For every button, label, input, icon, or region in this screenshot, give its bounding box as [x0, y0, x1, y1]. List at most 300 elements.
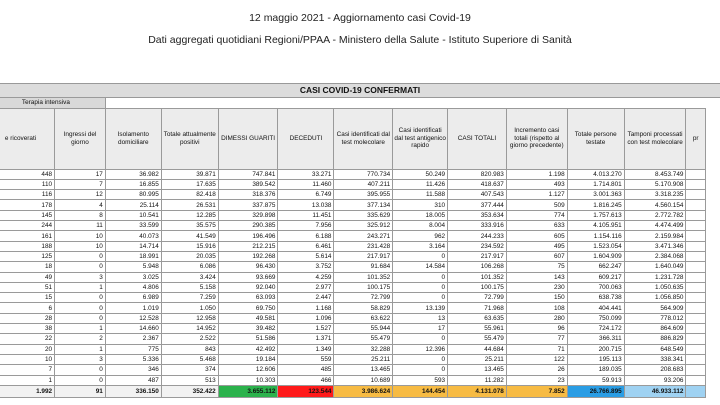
cell-casi-totali: 72.799 [448, 293, 507, 303]
cell-casi-totali: 234.592 [448, 241, 507, 251]
table-row [0, 200, 706, 210]
cell-casi-molecolare: 231.428 [334, 241, 393, 251]
cell-dimessi-guariti: 337.875 [218, 200, 278, 210]
cell-tamponi-molecolare: 864.609 [624, 324, 686, 334]
cell-casi-molecolare: 377.134 [334, 200, 393, 210]
cell-attualmente-positivi: 15.916 [161, 241, 218, 251]
cell-incremento: 1.127 [506, 190, 567, 200]
cell-tamponi-molecolare: 338.341 [624, 354, 686, 364]
cell-truncated [686, 251, 706, 261]
cell-ingressi: 0 [55, 375, 106, 385]
cell-casi-molecolare: 91.684 [334, 262, 393, 272]
cell-persone-testate: 59.913 [567, 375, 624, 385]
cell-tamponi-molecolare: 8.453.749 [624, 169, 686, 179]
cell-ricoverati: 145 [0, 210, 55, 220]
cell-truncated [686, 354, 706, 364]
cell-isolamento: 18.991 [105, 251, 161, 261]
cell-persone-testate: 4.105.951 [567, 221, 624, 231]
cell-truncated [686, 365, 706, 375]
cell-incremento: 26 [506, 365, 567, 375]
cell-persone-testate: 609.217 [567, 272, 624, 282]
cell-deceduti: 5.614 [278, 251, 334, 261]
cell-isolamento: 1.019 [105, 303, 161, 313]
cell-casi-totali: 377.444 [448, 200, 507, 210]
col-header-truncated: pr [686, 108, 706, 169]
cell-deceduti: 123.544 [278, 385, 334, 397]
cell-dimessi-guariti: 196.496 [218, 231, 278, 241]
cell-ricoverati: 18 [0, 262, 55, 272]
cell-casi-antigenico: 12.396 [393, 344, 448, 354]
cell-attualmente-positivi: 26.531 [161, 200, 218, 210]
col-header-tamponi-molecolare: Tamponi processati con test molecolare [624, 108, 686, 169]
cell-isolamento: 3.025 [105, 272, 161, 282]
cell-attualmente-positivi: 5.158 [161, 282, 218, 292]
confirmed-cases-banner [0, 83, 720, 98]
cell-isolamento: 25.114 [105, 200, 161, 210]
cell-deceduti: 11.460 [278, 179, 334, 189]
cell-tamponi-molecolare: 93.206 [624, 375, 686, 385]
cell-tamponi-molecolare: 1.050.635 [624, 282, 686, 292]
table-row [0, 169, 706, 179]
cell-dimessi-guariti: 49.581 [218, 313, 278, 323]
cell-ricoverati: 1 [0, 375, 55, 385]
cell-persone-testate: 366.311 [567, 334, 624, 344]
cell-deceduti: 11.451 [278, 210, 334, 220]
cell-ingressi: 0 [55, 262, 106, 272]
cell-deceduti: 466 [278, 375, 334, 385]
confirmed-cases-banner-label: CASI COVID-19 CONFERMATI [299, 85, 421, 95]
cell-persone-testate: 750.099 [567, 313, 624, 323]
cell-isolamento: 6.989 [105, 293, 161, 303]
cell-truncated [686, 324, 706, 334]
cell-truncated [686, 190, 706, 200]
cell-dimessi-guariti: 12.606 [218, 365, 278, 375]
cell-truncated [686, 313, 706, 323]
cell-ricoverati: 28 [0, 313, 55, 323]
cell-casi-totali: 820.983 [448, 169, 507, 179]
cell-ricoverati: 20 [0, 344, 55, 354]
cell-casi-antigenico: 11.426 [393, 179, 448, 189]
cell-ricoverati: 110 [0, 179, 55, 189]
cell-dimessi-guariti: 19.184 [218, 354, 278, 364]
cell-casi-antigenico: 8.004 [393, 221, 448, 231]
cell-persone-testate: 404.441 [567, 303, 624, 313]
cell-casi-antigenico: 144.454 [393, 385, 448, 397]
cell-truncated [686, 344, 706, 354]
cell-incremento: 7.852 [506, 385, 567, 397]
cell-isolamento: 4.806 [105, 282, 161, 292]
cell-ricoverati: 161 [0, 231, 55, 241]
cell-casi-totali: 55.479 [448, 334, 507, 344]
cell-ricoverati: 49 [0, 272, 55, 282]
cell-tamponi-molecolare: 2.772.782 [624, 210, 686, 220]
cell-deceduti: 4.259 [278, 272, 334, 282]
cell-incremento: 71 [506, 344, 567, 354]
cell-casi-antigenico: 50.249 [393, 169, 448, 179]
cell-dimessi-guariti: 318.376 [218, 190, 278, 200]
cell-attualmente-positivi: 513 [161, 375, 218, 385]
cell-casi-molecolare: 63.622 [334, 313, 393, 323]
cell-dimessi-guariti: 92.040 [218, 282, 278, 292]
cell-casi-totali: 418.637 [448, 179, 507, 189]
cell-casi-totali: 44.684 [448, 344, 507, 354]
cell-casi-antigenico: 0 [393, 334, 448, 344]
table-row [0, 344, 706, 354]
cell-tamponi-molecolare: 886.829 [624, 334, 686, 344]
cell-casi-molecolare: 10.689 [334, 375, 393, 385]
cell-ricoverati: 10 [0, 354, 55, 364]
table-row [0, 293, 706, 303]
cell-incremento: 143 [506, 272, 567, 282]
cell-casi-totali: 333.916 [448, 221, 507, 231]
cell-ingressi: 1 [55, 282, 106, 292]
cell-casi-molecolare: 32.288 [334, 344, 393, 354]
col-header-casi-totali: CASI TOTALI [448, 108, 507, 169]
cell-persone-testate: 3.001.363 [567, 190, 624, 200]
cell-persone-testate: 200.715 [567, 344, 624, 354]
cell-dimessi-guariti: 747.841 [218, 169, 278, 179]
cell-dimessi-guariti: 39.482 [218, 324, 278, 334]
cell-dimessi-guariti: 212.215 [218, 241, 278, 251]
col-header-isolamento: Isolamento domiciliare [105, 108, 161, 169]
cell-persone-testate: 189.035 [567, 365, 624, 375]
cell-ricoverati: 116 [0, 190, 55, 200]
table-row [0, 375, 706, 385]
table-row [0, 313, 706, 323]
table-row [0, 190, 706, 200]
cell-deceduti: 559 [278, 354, 334, 364]
cell-casi-antigenico: 0 [393, 251, 448, 261]
cell-ingressi: 0 [55, 293, 106, 303]
cell-casi-antigenico: 13.139 [393, 303, 448, 313]
cell-casi-antigenico: 962 [393, 231, 448, 241]
cell-tamponi-molecolare: 1.231.728 [624, 272, 686, 282]
cell-deceduti: 1.527 [278, 324, 334, 334]
report-source-subtitle: Dati aggregati quotidiani Regioni/PPAA - Ministero della Salute - Istituto Superiore di Sanità [148, 34, 572, 46]
col-header-incremento: Incremento casi totali (rispetto al giorno precedente) [506, 108, 567, 169]
cell-incremento: 774 [506, 210, 567, 220]
cell-truncated [686, 200, 706, 210]
cell-incremento: 150 [506, 293, 567, 303]
cell-truncated [686, 375, 706, 385]
cell-persone-testate: 724.172 [567, 324, 624, 334]
report-date-title: 12 maggio 2021 - Aggiornamento casi Covid-19 [249, 12, 471, 24]
cell-ricoverati: 22 [0, 334, 55, 344]
table-row [0, 251, 706, 261]
cell-dimessi-guariti: 290.385 [218, 221, 278, 231]
cell-persone-testate: 1.604.909 [567, 251, 624, 261]
cell-casi-antigenico: 13 [393, 313, 448, 323]
cell-dimessi-guariti: 10.303 [218, 375, 278, 385]
cell-truncated [686, 334, 706, 344]
cell-casi-molecolare: 217.917 [334, 251, 393, 261]
cell-ingressi: 2 [55, 334, 106, 344]
cell-incremento: 23 [506, 375, 567, 385]
cell-attualmente-positivi: 82.418 [161, 190, 218, 200]
cell-deceduti: 7.956 [278, 221, 334, 231]
cell-ricoverati: 38 [0, 324, 55, 334]
regional-covid-table [0, 97, 706, 398]
cell-ingressi: 3 [55, 354, 106, 364]
cell-casi-molecolare: 325.912 [334, 221, 393, 231]
cell-truncated [686, 272, 706, 282]
cell-ingressi: 0 [55, 365, 106, 375]
cell-casi-antigenico: 3.164 [393, 241, 448, 251]
cell-ingressi: 8 [55, 210, 106, 220]
cell-attualmente-positivi: 12.958 [161, 313, 218, 323]
cell-attualmente-positivi: 1.050 [161, 303, 218, 313]
cell-tamponi-molecolare: 2.159.984 [624, 231, 686, 241]
table-row [0, 324, 706, 334]
cell-persone-testate: 26.766.895 [567, 385, 624, 397]
cell-isolamento: 16.855 [105, 179, 161, 189]
cell-deceduti: 2.977 [278, 282, 334, 292]
cell-tamponi-molecolare: 3.318.235 [624, 190, 686, 200]
cell-persone-testate: 1.714.801 [567, 179, 624, 189]
cell-tamponi-molecolare: 208.683 [624, 365, 686, 375]
cell-tamponi-molecolare: 1.056.850 [624, 293, 686, 303]
cell-isolamento: 36.982 [105, 169, 161, 179]
cell-incremento: 108 [506, 303, 567, 313]
cell-truncated [686, 169, 706, 179]
cell-casi-totali: 100.175 [448, 282, 507, 292]
cell-incremento: 77 [506, 334, 567, 344]
cell-ingressi: 17 [55, 169, 106, 179]
cell-tamponi-molecolare: 778.012 [624, 313, 686, 323]
cell-incremento: 122 [506, 354, 567, 364]
cell-casi-molecolare: 58.829 [334, 303, 393, 313]
cell-truncated [686, 241, 706, 251]
cell-ricoverati: 7 [0, 365, 55, 375]
cell-isolamento: 10.541 [105, 210, 161, 220]
cell-isolamento: 40.073 [105, 231, 161, 241]
cell-isolamento: 487 [105, 375, 161, 385]
table-row [0, 262, 706, 272]
cell-isolamento: 775 [105, 344, 161, 354]
cell-dimessi-guariti: 329.898 [218, 210, 278, 220]
cell-incremento: 1.198 [506, 169, 567, 179]
cell-casi-molecolare: 243.271 [334, 231, 393, 241]
cell-deceduti: 1.371 [278, 334, 334, 344]
cell-casi-antigenico: 18.005 [393, 210, 448, 220]
cell-incremento: 493 [506, 179, 567, 189]
cell-isolamento: 33.599 [105, 221, 161, 231]
cell-dimessi-guariti: 389.542 [218, 179, 278, 189]
cell-ricoverati: 125 [0, 251, 55, 261]
cell-tamponi-molecolare: 4.474.499 [624, 221, 686, 231]
cell-incremento: 280 [506, 313, 567, 323]
cell-dimessi-guariti: 63.093 [218, 293, 278, 303]
cell-casi-antigenico: 0 [393, 293, 448, 303]
cell-ingressi: 12 [55, 190, 106, 200]
cell-attualmente-positivi: 843 [161, 344, 218, 354]
cell-ricoverati: 244 [0, 221, 55, 231]
cell-ricoverati: 1.992 [0, 385, 55, 397]
cell-truncated [686, 179, 706, 189]
cell-attualmente-positivi: 7.259 [161, 293, 218, 303]
cell-casi-antigenico: 0 [393, 282, 448, 292]
cell-attualmente-positivi: 374 [161, 365, 218, 375]
cell-ricoverati: 188 [0, 241, 55, 251]
cell-casi-antigenico: 17 [393, 324, 448, 334]
cell-isolamento: 2.367 [105, 334, 161, 344]
cell-attualmente-positivi: 2.522 [161, 334, 218, 344]
cell-persone-testate: 700.063 [567, 282, 624, 292]
cell-ingressi: 91 [55, 385, 106, 397]
table-row [0, 303, 706, 313]
cell-deceduti: 1.096 [278, 313, 334, 323]
totals-row [0, 385, 706, 397]
cell-casi-molecolare: 25.211 [334, 354, 393, 364]
cell-ricoverati: 51 [0, 282, 55, 292]
cell-ingressi: 10 [55, 241, 106, 251]
cell-incremento: 96 [506, 324, 567, 334]
cell-dimessi-guariti: 96.430 [218, 262, 278, 272]
cell-ingressi: 0 [55, 251, 106, 261]
table-row [0, 365, 706, 375]
cell-casi-totali: 25.211 [448, 354, 507, 364]
cell-tamponi-molecolare: 46.933.112 [624, 385, 686, 397]
cell-attualmente-positivi: 39.871 [161, 169, 218, 179]
col-header-ingressi: Ingressi del giorno [55, 108, 106, 169]
cell-attualmente-positivi: 352.422 [161, 385, 218, 397]
cell-persone-testate: 1.757.613 [567, 210, 624, 220]
cell-tamponi-molecolare: 5.170.908 [624, 179, 686, 189]
cell-casi-molecolare: 335.629 [334, 210, 393, 220]
cell-deceduti: 6.188 [278, 231, 334, 241]
cell-dimessi-guariti: 93.669 [218, 272, 278, 282]
table-row [0, 354, 706, 364]
cell-casi-molecolare: 770.734 [334, 169, 393, 179]
cell-tamponi-molecolare: 2.384.068 [624, 251, 686, 261]
cell-ingressi: 1 [55, 324, 106, 334]
cell-isolamento: 346 [105, 365, 161, 375]
cell-persone-testate: 195.113 [567, 354, 624, 364]
cell-casi-totali: 101.352 [448, 272, 507, 282]
cell-ingressi: 0 [55, 303, 106, 313]
cell-persone-testate: 1.816.245 [567, 200, 624, 210]
cell-deceduti: 485 [278, 365, 334, 375]
cell-casi-molecolare: 395.955 [334, 190, 393, 200]
cell-deceduti: 1.168 [278, 303, 334, 313]
cell-ingressi: 1 [55, 344, 106, 354]
cell-isolamento: 5.948 [105, 262, 161, 272]
cell-attualmente-positivi: 5.468 [161, 354, 218, 364]
table-body [0, 169, 706, 397]
cell-dimessi-guariti: 192.268 [218, 251, 278, 261]
cell-casi-molecolare: 407.211 [334, 179, 393, 189]
cell-tamponi-molecolare: 648.549 [624, 344, 686, 354]
cell-attualmente-positivi: 14.952 [161, 324, 218, 334]
cell-ricoverati: 6 [0, 303, 55, 313]
cell-casi-molecolare: 55.944 [334, 324, 393, 334]
cell-truncated [686, 385, 706, 397]
cell-casi-totali: 11.282 [448, 375, 507, 385]
cell-isolamento: 80.995 [105, 190, 161, 200]
cell-isolamento: 14.660 [105, 324, 161, 334]
cell-casi-totali: 106.268 [448, 262, 507, 272]
cell-tamponi-molecolare: 1.640.049 [624, 262, 686, 272]
col-header-ricoverati: e ricoverati [0, 108, 55, 169]
cell-deceduti: 3.752 [278, 262, 334, 272]
cell-ingressi: 10 [55, 231, 106, 241]
cell-casi-antigenico: 0 [393, 354, 448, 364]
cell-isolamento: 14.714 [105, 241, 161, 251]
cell-ingressi: 11 [55, 221, 106, 231]
cell-casi-molecolare: 100.175 [334, 282, 393, 292]
cell-casi-totali: 71.968 [448, 303, 507, 313]
col-header-casi-antigenico: Casi identificati dal test antigenico rapido [393, 108, 448, 169]
cell-incremento: 509 [506, 200, 567, 210]
cell-deceduti: 6.749 [278, 190, 334, 200]
cell-casi-antigenico: 593 [393, 375, 448, 385]
cell-casi-totali: 217.917 [448, 251, 507, 261]
cell-attualmente-positivi: 41.549 [161, 231, 218, 241]
cell-truncated [686, 262, 706, 272]
cell-persone-testate: 638.738 [567, 293, 624, 303]
cell-ingressi: 7 [55, 179, 106, 189]
cell-tamponi-molecolare: 564.909 [624, 303, 686, 313]
table-row [0, 231, 706, 241]
cell-attualmente-positivi: 17.635 [161, 179, 218, 189]
cell-deceduti: 6.461 [278, 241, 334, 251]
cell-dimessi-guariti: 3.655.112 [218, 385, 278, 397]
cell-dimessi-guariti: 42.492 [218, 344, 278, 354]
cell-casi-antigenico: 310 [393, 200, 448, 210]
cell-casi-totali: 4.131.078 [448, 385, 507, 397]
table-row [0, 221, 706, 231]
terapia-intensiva-group-header: Terapia intensiva [0, 98, 105, 109]
cell-casi-totali: 244.233 [448, 231, 507, 241]
cell-truncated [686, 303, 706, 313]
cell-persone-testate: 1.523.054 [567, 241, 624, 251]
table-row [0, 241, 706, 251]
cell-dimessi-guariti: 69.750 [218, 303, 278, 313]
table-row [0, 272, 706, 282]
cell-dimessi-guariti: 51.586 [218, 334, 278, 344]
cell-tamponi-molecolare: 4.560.154 [624, 200, 686, 210]
cell-deceduti: 33.271 [278, 169, 334, 179]
col-header-persone-testate: Totale persone testate [567, 108, 624, 169]
cell-casi-antigenico: 0 [393, 272, 448, 282]
cell-attualmente-positivi: 20.035 [161, 251, 218, 261]
cell-isolamento: 12.528 [105, 313, 161, 323]
cell-ingressi: 4 [55, 200, 106, 210]
cell-incremento: 75 [506, 262, 567, 272]
table-row [0, 334, 706, 344]
cell-attualmente-positivi: 35.575 [161, 221, 218, 231]
cell-ricoverati: 15 [0, 293, 55, 303]
cell-ricoverati: 448 [0, 169, 55, 179]
table-row [0, 210, 706, 220]
cell-truncated [686, 231, 706, 241]
cell-casi-totali: 13.465 [448, 365, 507, 375]
cell-truncated [686, 210, 706, 220]
cell-persone-testate: 4.013.270 [567, 169, 624, 179]
cell-casi-totali: 63.635 [448, 313, 507, 323]
cell-casi-totali: 55.961 [448, 324, 507, 334]
cell-incremento: 633 [506, 221, 567, 231]
cell-isolamento: 336.150 [105, 385, 161, 397]
cell-truncated [686, 293, 706, 303]
cell-casi-antigenico: 14.584 [393, 262, 448, 272]
cell-deceduti: 1.349 [278, 344, 334, 354]
cell-casi-molecolare: 101.352 [334, 272, 393, 282]
col-header-deceduti: DECEDUTI [278, 108, 334, 169]
cell-casi-antigenico: 11.588 [393, 190, 448, 200]
cell-incremento: 495 [506, 241, 567, 251]
col-header-dimessi-guariti: DIMESSI GUARITI [218, 108, 278, 169]
